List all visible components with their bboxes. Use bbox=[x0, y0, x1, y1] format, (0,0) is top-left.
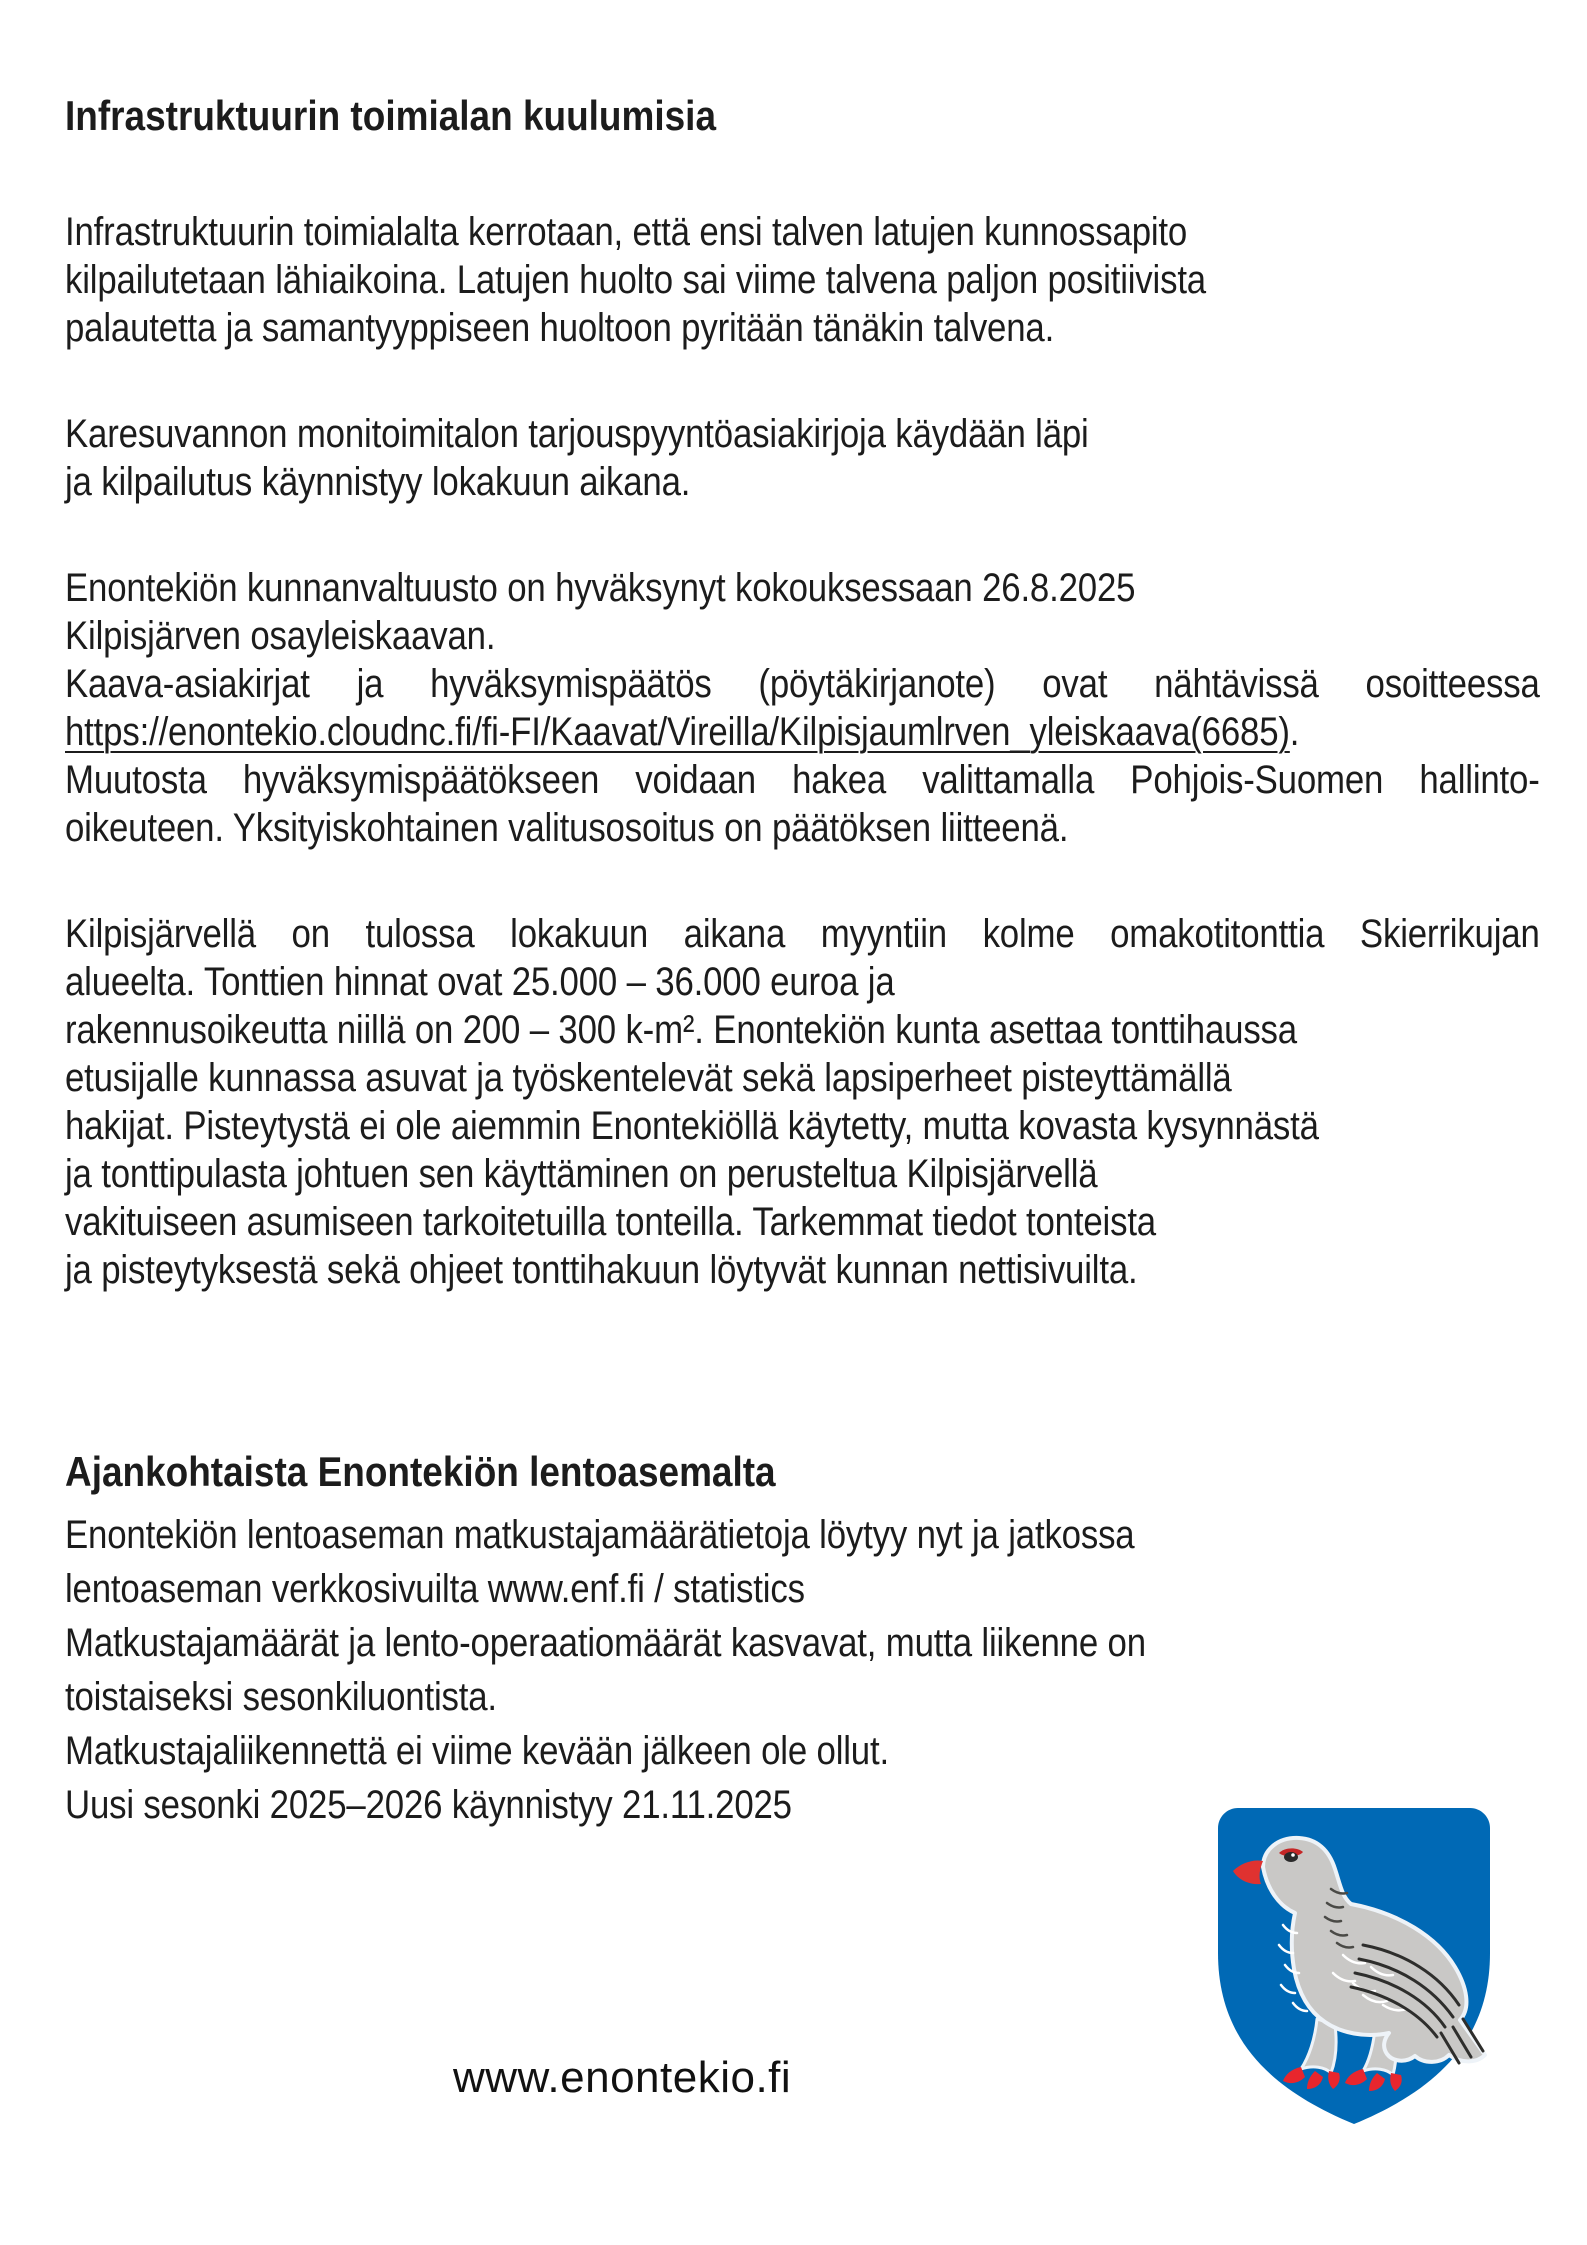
coat-of-arms-svg bbox=[1213, 1805, 1495, 2133]
text-line: ja kilpailutus käynnistyy lokakuun aikana. bbox=[65, 460, 691, 504]
text-line: Kaava-asiakirjat ja hyväksymispäätös (pöytäkirjanote) ovat nähtävissä osoitteessa bbox=[65, 662, 1540, 706]
text-line: ja pisteytyksestä sekä ohjeet tonttihakuun löytyvät kunnan nettisivuilta. bbox=[65, 1248, 1138, 1292]
text-line: alueelta. Tonttien hinnat ovat 25.000 – 36.000 euroa ja bbox=[65, 960, 895, 1004]
text-line: vakituiseen asumiseen tarkoitetuilla tonteilla. Tarkemmat tiedot tonteista bbox=[65, 1200, 1156, 1244]
airport-section bbox=[65, 1446, 1587, 1832]
plan-link-line bbox=[65, 708, 1540, 756]
text-line: Muutosta hyväksymispäätökseen voidaan hakea valittamalla Pohjois-Suomen hallinto- bbox=[65, 758, 1540, 802]
text-line: Enontekiön kunnanvaltuusto on hyväksynyt kokouksessaan 26.8.2025 bbox=[65, 566, 1136, 610]
infra-paragraph-1 bbox=[65, 208, 1587, 352]
text-line: oikeuteen. Yksityiskohtainen valitusosoitus on päätöksen liitteenä. bbox=[65, 806, 1069, 850]
infra-paragraph-3 bbox=[65, 564, 1587, 852]
text-line: Kilpisjärven osayleiskaavan. bbox=[65, 614, 496, 658]
text-line: ja tonttipulasta johtuen sen käyttäminen on perusteltua Kilpisjärvellä bbox=[65, 1152, 1098, 1196]
enontekio-coat-of-arms bbox=[1213, 1805, 1495, 2133]
text-line: rakennusoikeutta niillä on 200 – 300 k-m². Enontekiön kunta asettaa tonttihaussa bbox=[65, 1008, 1297, 1052]
text-line: lentoaseman verkkosivuilta www.enf.fi / statistics bbox=[65, 1567, 805, 1611]
text-line: Enontekiön lentoaseman matkustajamäärätietoja löytyy nyt ja jatkossa bbox=[65, 1513, 1135, 1557]
plan-documents-link[interactable]: https://enontekio.cloudnc.fi/fi-FI/Kaavat/Vireilla/Kilpisjaumlrven_yleiskaava(6685) bbox=[65, 710, 1290, 754]
website-url: www.enontekio.fi bbox=[453, 2053, 792, 2102]
text-line: Uusi sesonki 2025–2026 käynnistyy 21.11.2025 bbox=[65, 1783, 792, 1827]
airport-section-heading: Ajankohtaista Enontekiön lentoasemalta bbox=[65, 1448, 776, 1495]
text-line: Infrastruktuurin toimialalta kerrotaan, että ensi talven latujen kunnossapito bbox=[65, 210, 1188, 254]
text-line: etusijalle kunnassa asuvat ja työskentelevät sekä lapsiperheet pisteyttämällä bbox=[65, 1056, 1232, 1100]
infra-paragraph-4 bbox=[65, 910, 1587, 1294]
text-line: hakijat. Pisteytystä ei ole aiemmin Enontekiöllä käytetty, mutta kovasta kysynnästä bbox=[65, 1104, 1319, 1148]
page-title: Infrastruktuurin toimialan kuulumisia bbox=[65, 92, 717, 139]
text-line: kilpailutetaan lähiaikoina. Latujen huolto sai viime talvena paljon positiivista bbox=[65, 258, 1206, 302]
text-line: Karesuvannon monitoimitalon tarjouspyyntöasiakirjoja käydään läpi bbox=[65, 412, 1089, 456]
text-line: Matkustajamäärät ja lento-operaatiomäärät kasvavat, mutta liikenne on bbox=[65, 1621, 1146, 1665]
text-line: Kilpisjärvellä on tulossa lokakuun aikana myyntiin kolme omakotitonttia Skierrikujan bbox=[65, 912, 1540, 956]
link-suffix: . bbox=[1289, 710, 1300, 754]
infra-paragraph-2 bbox=[65, 410, 1587, 506]
text-line: toistaiseksi sesonkiluontista. bbox=[65, 1675, 497, 1719]
text-line: palautetta ja samantyyppiseen huoltoon pyritään tänäkin talvena. bbox=[65, 306, 1055, 350]
text-line: Matkustajaliikennettä ei viime kevään jälkeen ole ollut. bbox=[65, 1729, 889, 1773]
